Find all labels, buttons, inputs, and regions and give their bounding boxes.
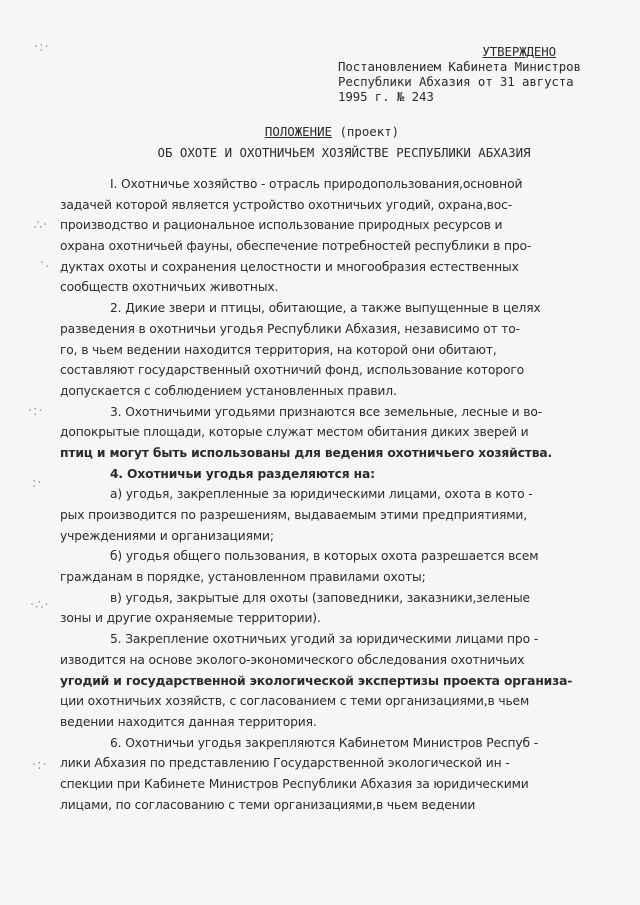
body-line: зоны и другие охраняемые территории).	[60, 611, 321, 626]
body-line: 2. Дикие звери и птицы, обитающие, а также выпущенные в целях	[110, 301, 541, 316]
body-line: допускается с соблюдением установленных правил.	[60, 383, 397, 398]
document-title	[0, 124, 640, 140]
title-suffix: (проект)	[332, 124, 400, 139]
body-line: лицами, по согласованию с теми организациями,в чьем ведении	[60, 797, 476, 812]
body-line: птиц и могут быть использованы для ведения охотничьего хозяйства.	[60, 445, 553, 460]
body-line: 3. Охотничьими угодьями признаются все земельные, лесные и во-	[110, 404, 543, 419]
body-line: в) угодья, закрытые для охоты (заповедники, заказники,зеленые	[110, 590, 530, 605]
body-line: ведении находится данная территория.	[60, 714, 317, 729]
margin-punch-mark: ·:·	[34, 40, 50, 55]
body-line: дуктах охоты и сохранения целостности и многообразия естественных	[60, 259, 519, 274]
margin-punch-mark: ·.	[40, 256, 51, 271]
approval-stamp	[338, 44, 618, 104]
body-line: го, в чьем ведении находится территория, на которой они обитают,	[60, 342, 497, 357]
body-line: б) угодья общего пользования, в которых охота разрешается всем	[110, 549, 539, 564]
body-line: I. Охотничье хозяйство - отрасль природопользования,основной	[110, 177, 523, 191]
body-line: допокрытые площади, которые служат местом обитания диких зверей и	[60, 425, 529, 440]
body-line: разведения в охотничьи угодья Республики Абхазия, независимо от то-	[60, 321, 520, 336]
body-line: изводится на основе эколого-экономического обследования охотничьих	[60, 652, 525, 667]
margin-punch-mark: :·	[32, 476, 43, 491]
body-line: угодий и государственной экологической экспертизы проекта организа-	[60, 673, 573, 688]
body-line: производство и рациональное использование природных ресурсов и	[60, 218, 503, 233]
body-line: сообществ охотничьих животных.	[60, 280, 279, 295]
approval-line: Постановлением Кабинета Министров	[338, 59, 581, 74]
body-line: охрана охотничьей фауны, обеспечение потребностей республики в про-	[60, 239, 532, 254]
document-subtitle: ОБ ОХОТЕ И ОХОТНИЧЬЕМ ХОЗЯЙСТВЕ РЕСПУБЛИКИ АБХАЗИЯ	[157, 145, 531, 160]
approval-line: 1995 г. № 243	[338, 89, 434, 104]
margin-punch-mark: ·:·	[32, 758, 48, 773]
margin-punch-mark: ·∴·	[30, 598, 50, 613]
body-line: ции охотничьих хозяйств, с согласованием с теми организациями,в чьем	[60, 694, 530, 709]
body-line: спекции при Кабинете Министров Республики Абхазия за юридическими	[60, 776, 529, 791]
document-body	[60, 174, 620, 815]
approval-line: Республики Абхазия от 31 августа	[338, 74, 574, 89]
body-line: лики Абхазия по представлению Государственной экологической ин -	[60, 756, 510, 771]
body-line: 4. Охотничьи угодья разделяются на:	[110, 466, 375, 481]
margin-punch-mark: ∴·	[34, 218, 49, 233]
body-line: а) угодья, закрепленные за юридическими лицами, охота в кото -	[110, 487, 533, 502]
body-line: учреждениями и организациями;	[60, 528, 274, 543]
body-line: задачей которой является устройство охотничьих угодий, охрана,вос-	[60, 197, 513, 212]
body-line: гражданам в порядке, установленном правилами охоты;	[60, 570, 426, 585]
body-line: 6. Охотничьи угодья закрепляются Кабинетом Министров Респуб -	[110, 735, 538, 750]
margin-punch-mark: ·:·	[28, 404, 44, 419]
body-line: рых производится по разрешениям, выдаваемым этими предприятиями,	[60, 508, 528, 522]
approved-label: УТВЕРЖДЕНО	[482, 44, 556, 59]
title-word: ПОЛОЖЕНИЕ	[264, 124, 332, 139]
body-line: 5. Закрепление охотничьих угодий за юридическими лицами про -	[110, 632, 539, 647]
body-line: составляют государственный охотничий фонд, использование которого	[60, 363, 525, 378]
